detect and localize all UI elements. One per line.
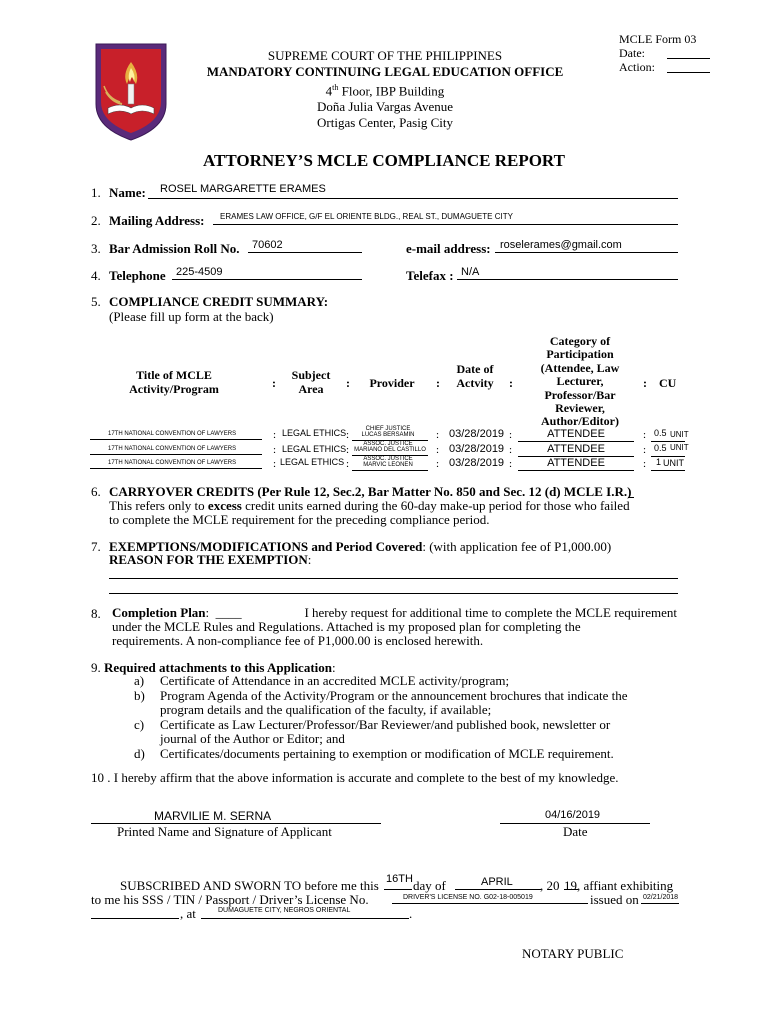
row-3-subject[interactable]: LEGAL ETHICS bbox=[280, 457, 345, 467]
address-line-1: 4th Floor, IBP Building bbox=[325, 83, 445, 99]
row-3-category-line bbox=[518, 470, 634, 471]
row-3-provider-line2[interactable]: MARVIC LEONEN bbox=[363, 462, 413, 468]
col-sep-2: : bbox=[346, 376, 350, 390]
row-2-subject[interactable]: LEGAL ETHICS bbox=[282, 444, 347, 454]
col-sep-4: : bbox=[509, 376, 513, 390]
row-3-title-line bbox=[90, 468, 262, 469]
page-title: ATTORNEY’S MCLE COMPLIANCE REPORT bbox=[203, 151, 565, 170]
row-2-cu[interactable]: 0.5 bbox=[654, 443, 667, 453]
address-line-2: Doña Julia Vargas Avenue bbox=[316, 99, 454, 115]
exemption-reason-line-1[interactable] bbox=[109, 578, 678, 579]
jurat-at-label: , at bbox=[180, 906, 196, 921]
col-title: Title of MCLE Activity/Program bbox=[129, 368, 219, 396]
carryover-text-line-2: to complete the MCLE requirement for the preceding compliance period. bbox=[109, 512, 490, 527]
form-action-label: Action: bbox=[619, 60, 655, 74]
completion-line-3: requirements. A non-compliance fee of P1,000.00 is enclosed herewith. bbox=[112, 633, 484, 648]
applicant-name-label: Printed Name and Signature of Applicant bbox=[117, 824, 332, 839]
telephone-label: Telephone bbox=[109, 268, 166, 283]
mailing-value[interactable]: ERAMES LAW OFFICE, G/F EL ORIENTE BLDG., REAL ST., DUMAGUETE CITY bbox=[220, 212, 513, 221]
row-1-provider-line1[interactable]: CHIEF JUSTICE bbox=[365, 426, 411, 432]
roll-label: Bar Admission Roll No. bbox=[109, 241, 240, 256]
form-date-label: Date: bbox=[619, 46, 645, 60]
item-number-7: 7. bbox=[91, 539, 101, 554]
form-action-line bbox=[667, 72, 710, 73]
row-2-sep-5: : bbox=[643, 444, 647, 456]
form-code: MCLE Form 03 bbox=[619, 32, 697, 46]
row-1-sep-5: : bbox=[643, 429, 647, 441]
name-value[interactable]: ROSEL MARGARETTE ERAMES bbox=[160, 183, 326, 195]
telefax-value[interactable]: N/A bbox=[461, 266, 480, 278]
item-number-8: 8. bbox=[91, 606, 101, 621]
row-3-sep-3: : bbox=[436, 458, 440, 470]
row-3-sep-5: : bbox=[643, 458, 647, 470]
col-provider: Provider bbox=[369, 376, 415, 390]
telephone-line bbox=[172, 279, 362, 280]
jurat-month[interactable]: APRIL bbox=[481, 876, 513, 888]
jurat-place-line bbox=[201, 918, 409, 919]
row-1-category[interactable]: ATTENDEE bbox=[547, 428, 605, 440]
jurat-exhibiting: , affiant exhibiting bbox=[577, 878, 674, 893]
jurat-year-line bbox=[564, 889, 578, 890]
row-3-category[interactable]: ATTENDEE bbox=[547, 457, 605, 469]
item-number-5: 5. bbox=[91, 294, 101, 309]
exemption-reason-line-2[interactable] bbox=[109, 593, 678, 594]
row-1-title[interactable]: 17TH NATIONAL CONVENTION OF LAWYERS bbox=[108, 431, 237, 437]
item-number-6: 6. bbox=[91, 484, 101, 499]
row-3-provider-line1[interactable]: ASSOC. JUSTICE bbox=[363, 456, 413, 462]
row-3-cu[interactable]: 1 bbox=[656, 457, 662, 467]
row-1-cu[interactable]: 0.5 bbox=[654, 428, 667, 438]
email-value[interactable]: roselerames@gmail.com bbox=[500, 239, 622, 251]
attachment-b-cont: program details and the qualification of the faculty, if available; bbox=[160, 702, 492, 718]
address-line-3: Ortigas Center, Pasig City bbox=[317, 115, 453, 131]
attachment-c-cont: journal of the Author or Editor; and bbox=[160, 731, 345, 747]
jurat-day[interactable]: 16TH bbox=[386, 873, 413, 885]
jurat-place[interactable]: DUMAGUETE CITY, NEGROS ORIENTAL bbox=[218, 907, 351, 914]
row-1-title-line bbox=[90, 439, 262, 440]
notary-public: NOTARY PUBLIC bbox=[522, 946, 624, 961]
col-cu: CU bbox=[659, 376, 677, 390]
email-label: e-mail address: bbox=[406, 241, 491, 256]
row-2-title-line bbox=[90, 454, 262, 455]
attachments-list bbox=[134, 674, 678, 762]
item-number-3: 3. bbox=[91, 241, 101, 256]
mcle-logo bbox=[92, 42, 170, 142]
jurat-line-1: SUBSCRIBED AND SWORN TO before me this bbox=[120, 878, 379, 893]
row-3-sep-1: : bbox=[273, 458, 277, 470]
signature-date[interactable]: 04/16/2019 bbox=[545, 809, 601, 821]
mailing-label: Mailing Address: bbox=[109, 213, 205, 228]
jurat-license[interactable]: DRIVER'S LICENSE NO. G02-18-005019 bbox=[403, 894, 533, 901]
row-1-sep-3: : bbox=[436, 429, 440, 441]
exemptions-heading: EXEMPTIONS/MODIFICATIONS and Period Covered: (with application fee of P1,000.00) bbox=[109, 539, 612, 554]
row-3-cu-line bbox=[651, 470, 685, 471]
row-2-provider-line2[interactable]: MARIANO DEL CASTILLO bbox=[354, 447, 426, 453]
jurat-issued-line bbox=[641, 903, 679, 904]
jurat-line-2: to me his SSS / TIN / Passport / Driver’s License No. bbox=[91, 892, 369, 907]
row-2-sep-4: : bbox=[509, 444, 513, 456]
office-name: MANDATORY CONTINUING LEGAL EDUCATION OFFICE bbox=[206, 64, 564, 79]
col-date: Date of Actvity bbox=[456, 362, 494, 390]
row-1-subject[interactable]: LEGAL ETHICS bbox=[282, 428, 347, 438]
item-number-1: 1. bbox=[91, 185, 101, 200]
row-3-sep-4: : bbox=[509, 458, 513, 470]
row-2-title[interactable]: 17TH NATIONAL CONVENTION OF LAWYERS bbox=[108, 446, 237, 452]
row-1-unit: UNIT bbox=[670, 430, 689, 439]
item-number-4: 4. bbox=[91, 268, 101, 283]
court-name: SUPREME COURT OF THE PHILIPPINES bbox=[267, 48, 503, 63]
exemptions-reason: REASON FOR THE EXEMPTION: bbox=[109, 552, 312, 567]
form-date-line bbox=[667, 58, 710, 59]
signature-date-label: Date bbox=[563, 824, 588, 839]
row-2-unit: UNIT bbox=[670, 443, 689, 452]
jurat-day-line bbox=[384, 889, 412, 890]
jurat-blank-line[interactable] bbox=[91, 918, 179, 919]
row-1-sep-4: : bbox=[509, 429, 513, 441]
jurat-issued-date[interactable]: 02/21/2018 bbox=[643, 894, 679, 901]
row-2-sep-1: : bbox=[273, 444, 277, 456]
name-label: Name: bbox=[109, 185, 146, 200]
col-sep-5: : bbox=[643, 376, 647, 390]
email-line bbox=[495, 252, 678, 253]
row-3-sep-2: : bbox=[346, 458, 350, 470]
attachment-d: d) Certificates/documents pertaining to exemption or modification of MCLE requirement. bbox=[134, 745, 614, 761]
completion-line-1: I hereby request for additional time to complete the MCLE requirement bbox=[304, 605, 677, 620]
jurat-issued-label: issued on bbox=[590, 892, 639, 907]
roll-value[interactable]: 70602 bbox=[252, 239, 283, 251]
telephone-value[interactable]: 225-4509 bbox=[176, 266, 223, 278]
attachment-b: b) Program Agenda of the Activity/Program or the announcement brochures that indicate the bbox=[134, 687, 628, 703]
col-sep-3: : bbox=[436, 376, 440, 390]
col-category: Category of Participation (Attendee, Law Lecturer, Professor/Bar Reviewer, Author/Editor) bbox=[540, 334, 620, 429]
roll-line bbox=[248, 252, 362, 253]
jurat-license-line bbox=[392, 903, 588, 904]
mailing-line bbox=[213, 224, 678, 225]
jurat-period: . bbox=[409, 906, 413, 921]
row-2-provider-line1[interactable]: ASSOC. JUSTICE bbox=[363, 441, 413, 447]
row-3-unit: UNIT bbox=[663, 458, 684, 468]
jurat-month-line bbox=[455, 889, 541, 890]
carryover-heading: CARRYOVER CREDITS (Per Rule 12, Sec.2, Bar Matter No. 850 and Sec. 12 (d) MCLE I.R.) bbox=[109, 484, 632, 499]
row-1-date[interactable]: 03/28/2019 bbox=[449, 428, 505, 440]
affirmation: 10 . I hereby affirm that the above information is accurate and complete to the best of my knowledge. bbox=[91, 770, 619, 785]
summary-heading: COMPLIANCE CREDIT SUMMARY: bbox=[109, 294, 329, 309]
row-3-provider-line bbox=[352, 470, 428, 471]
applicant-name[interactable]: MARVILIE M. SERNA bbox=[154, 809, 272, 823]
row-1-sep-2: : bbox=[346, 429, 350, 441]
telefax-label: Telefax : bbox=[406, 268, 454, 283]
row-1-sep-1: : bbox=[273, 429, 277, 441]
attachments-heading: 9. Required attachments to this Application: bbox=[91, 660, 336, 675]
completion-text: Completion Plan: ____ I hereby request for additional time to complete the MCLE requirement under the MCLE Rules and Regulations. Attached is my proposed plan for completing the requirements. A non-compliance fee of P1,000.00 is enclosed herewith. bbox=[112, 605, 677, 648]
row-2-sep-3: : bbox=[436, 444, 440, 456]
letterhead bbox=[170, 48, 600, 131]
col-sep-1: : bbox=[272, 376, 276, 390]
col-subject: Subject Area bbox=[291, 368, 331, 396]
completion-line-2: under the MCLE Rules and Regulations. Attached is my proposed plan for completing the bbox=[112, 619, 581, 634]
row-1-category-line bbox=[518, 441, 634, 442]
row-1-provider-line2[interactable]: LUCAS BERSAMIN bbox=[361, 432, 415, 438]
attachment-c: c) Certificate as Law Lecturer/Professor/Bar Reviewer/and published book, newsletter or bbox=[134, 716, 611, 732]
row-3-date[interactable]: 03/28/2019 bbox=[449, 457, 505, 469]
row-2-date[interactable]: 03/28/2019 bbox=[449, 443, 505, 455]
attachment-a: a) Certificate of Attendance in an accredited MCLE activity/program; bbox=[134, 673, 510, 688]
carryover-text-line-1: This refers only to excess credit units earned during the 60-day make-up period for those who failed bbox=[109, 498, 630, 513]
telefax-line bbox=[457, 279, 678, 280]
jurat-day-of: day of bbox=[413, 878, 446, 893]
jurat-year[interactable]: 19 bbox=[564, 878, 577, 893]
row-3-title[interactable]: 17TH NATIONAL CONVENTION OF LAWYERS bbox=[108, 460, 237, 466]
item-number-2: 2. bbox=[91, 213, 101, 228]
row-2-category[interactable]: ATTENDEE bbox=[547, 443, 605, 455]
summary-note: (Please fill up form at the back) bbox=[109, 309, 274, 324]
jurat-year-prefix: , 20 bbox=[540, 878, 560, 893]
row-1-cu-line bbox=[651, 441, 685, 442]
name-line bbox=[148, 198, 678, 199]
row-2-sep-2: : bbox=[346, 444, 350, 456]
